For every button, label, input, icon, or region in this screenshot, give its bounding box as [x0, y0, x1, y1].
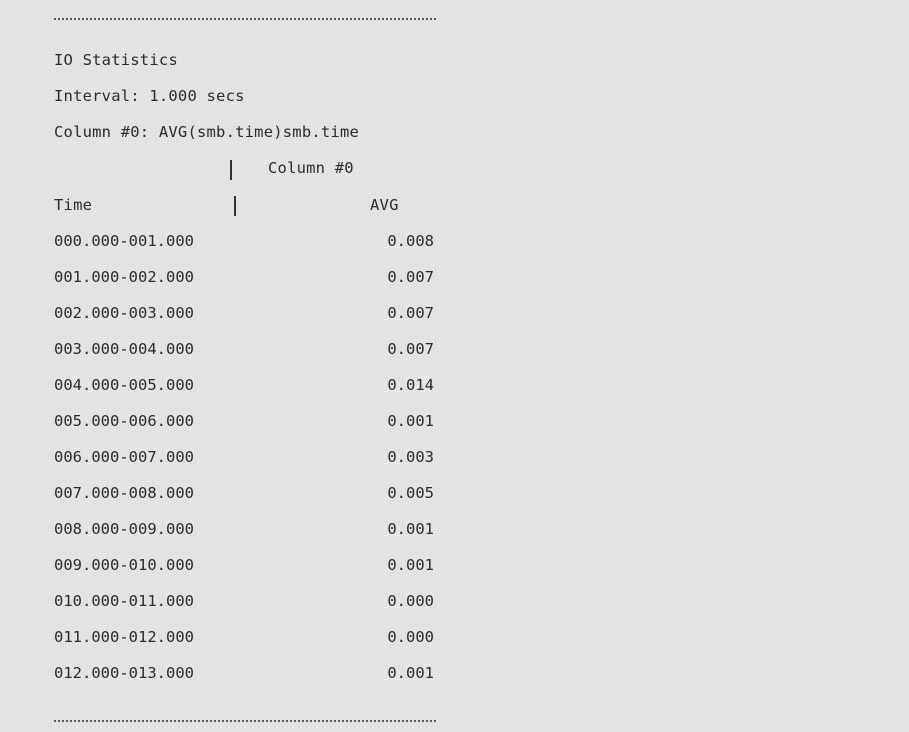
column-description: Column #0: AVG(smb.time)smb.time [54, 123, 360, 141]
avg-cell: 0.001 [387, 556, 434, 574]
avg-cell: 0.001 [387, 412, 434, 430]
time-cell: 002.000-003.000 [54, 304, 194, 322]
avg-cell: 0.001 [387, 520, 434, 538]
table-row [54, 447, 434, 483]
avg-cell: 0.008 [387, 232, 434, 250]
time-cell: 004.000-005.000 [54, 376, 194, 394]
table-row [54, 591, 434, 627]
top-separator [54, 18, 436, 20]
avg-cell: 0.001 [387, 664, 434, 682]
time-cell: 000.000-001.000 [54, 232, 194, 250]
table-row [54, 231, 434, 267]
stats-table [54, 231, 434, 699]
table-row [54, 267, 434, 303]
table-row [54, 519, 434, 555]
table-row [54, 663, 434, 699]
time-cell: 003.000-004.000 [54, 340, 194, 358]
header-divider-bottom [234, 196, 236, 216]
time-column-header: Time [54, 196, 93, 214]
header-divider-top [230, 160, 232, 180]
avg-cell: 0.007 [387, 304, 434, 322]
table-row [54, 483, 434, 519]
time-cell: 001.000-002.000 [54, 268, 194, 286]
time-cell: 011.000-012.000 [54, 628, 194, 646]
bottom-separator [54, 720, 436, 722]
avg-cell: 0.007 [387, 268, 434, 286]
avg-cell: 0.000 [387, 628, 434, 646]
table-row [54, 375, 434, 411]
avg-cell: 0.000 [387, 592, 434, 610]
avg-column-header: AVG [370, 196, 399, 214]
time-cell: 012.000-013.000 [54, 664, 194, 682]
avg-cell: 0.014 [387, 376, 434, 394]
time-cell: 005.000-006.000 [54, 412, 194, 430]
stats-title: IO Statistics [54, 51, 178, 69]
time-cell: 008.000-009.000 [54, 520, 194, 538]
time-cell: 010.000-011.000 [54, 592, 194, 610]
column-group-label: Column #0 [268, 159, 354, 177]
interval-text: Interval: 1.000 secs [54, 87, 245, 105]
time-cell: 006.000-007.000 [54, 448, 194, 466]
time-cell: 009.000-010.000 [54, 556, 194, 574]
avg-cell: 0.003 [387, 448, 434, 466]
table-row [54, 339, 434, 375]
table-row [54, 303, 434, 339]
avg-cell: 0.005 [387, 484, 434, 502]
avg-cell: 0.007 [387, 340, 434, 358]
time-cell: 007.000-008.000 [54, 484, 194, 502]
table-row [54, 627, 434, 663]
table-row [54, 411, 434, 447]
table-row [54, 555, 434, 591]
